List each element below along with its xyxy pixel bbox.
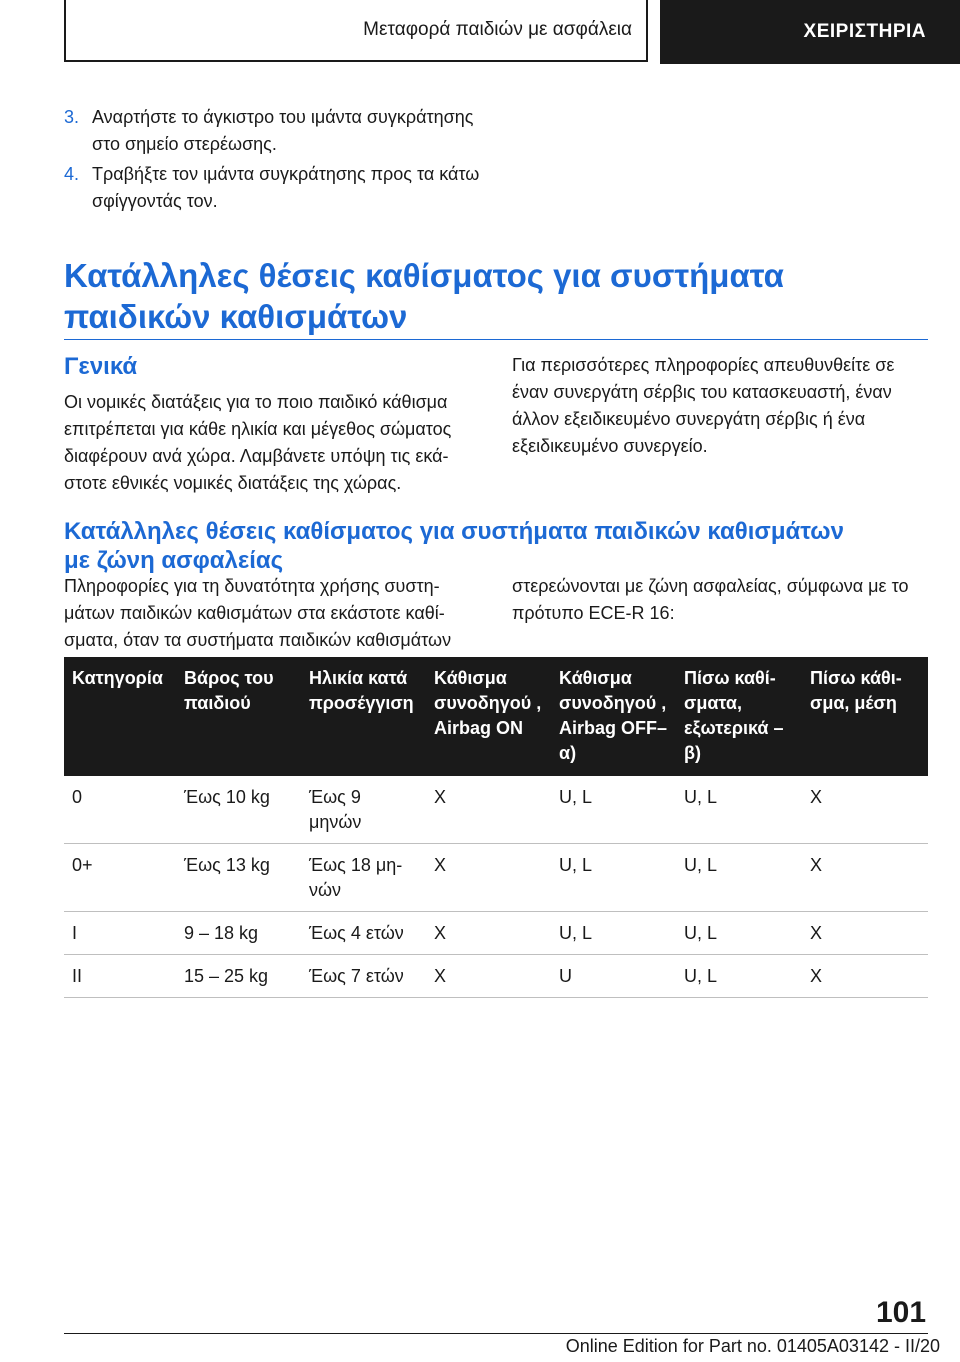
table-cell: X: [802, 776, 928, 844]
col-header-age: Ηλικία κατά προσέγγιση: [301, 657, 426, 776]
table-cell: U, L: [551, 912, 676, 955]
table-cell: II: [64, 955, 176, 998]
header-section: [660, 0, 960, 64]
table-cell: 9 – 18 kg: [176, 912, 301, 955]
table-cell: X: [426, 912, 551, 955]
table-cell: X: [426, 776, 551, 844]
col-header-rear-middle: Πίσω κάθισμα, μέση: [802, 657, 928, 776]
table-row: [64, 955, 928, 998]
general-right-paragraph: Για περισσότερες πληροφορίες απευθυνθείτε σε έναν συνεργάτη σέρβις του κατασκευαστή, έναν άλλον εξειδικευμένο συνεργάτη σέρβις ή ένα εξειδικευμένο συνεργείο.: [512, 355, 895, 456]
header-section-label: ΧΕΙΡΙΣΤΗΡΙΑ: [803, 21, 926, 42]
table-cell: U, L: [676, 955, 802, 998]
footer-edition: Online Edition for Part no. 01405A03142 - II/20: [565, 1336, 940, 1356]
table-cell: U, L: [676, 912, 802, 955]
general-left-paragraph: Οι νομικές διατάξεις για το ποιο παιδικό κάθισμα επιτρέπεται για κάθε ηλικία και μέγεθος σώματος διαφέρουν ανά χώρα. Λαμβάνετε υπόψη τις εκάστοτε εθνικές νομικές διατάξεις της χώρας.: [64, 392, 452, 493]
table-cell: Έως 7 ετών: [301, 955, 426, 998]
step-3: [64, 104, 504, 154]
table-cell: U: [551, 955, 676, 998]
table-cell: Έως 9 μηνών: [301, 776, 426, 844]
table-cell: Έως 4 ετών: [301, 912, 426, 955]
table-cell: U, L: [551, 776, 676, 844]
section-heading: Κατάλληλες θέσεις καθίσματος για συστήματα παιδικών καθισμάτων: [64, 257, 784, 335]
step-text: Τραβήξτε τον ιμάντα συγκράτησης προς τα κάτω σφίγγοντάς τον.: [92, 164, 480, 211]
step-number: 4.: [64, 164, 80, 184]
seat-suitability-table: [64, 657, 928, 998]
table-cell: 0+: [64, 844, 176, 912]
table-cell: U, L: [676, 776, 802, 844]
col-header-category: Κατηγορία: [64, 657, 176, 776]
table-row: [64, 776, 928, 844]
col-header-weight: Βάρος του παιδιού: [176, 657, 301, 776]
header-chapter-label: Μεταφορά παιδιών με ασφάλεια: [363, 19, 632, 40]
header-chapter: [64, 0, 648, 62]
table-cell: Έως 10 kg: [176, 776, 301, 844]
footer-divider: [64, 1333, 928, 1334]
step-number: 3.: [64, 107, 80, 127]
table-cell: X: [426, 955, 551, 998]
table-cell: I: [64, 912, 176, 955]
step-text: Αναρτήστε το άγκιστρο του ιμάντα συγκράτησης στο σημείο στερέωσης.: [92, 107, 474, 154]
belt-left-paragraph: Πληροφορίες για τη δυνατότητα χρήσης συστημάτων παιδικών καθισμάτων στα εκάστοτε καθίσματα, όταν τα συστήματα παιδικών καθισμάτων: [64, 576, 452, 650]
col-header-passenger-airbag-on: Κάθισμα συνοδηγού , Airbag ON: [426, 657, 551, 776]
table-row: [64, 844, 928, 912]
belt-section-heading: Κατάλληλες θέσεις καθίσματος για συστήματα παιδικών καθισμάτων με ζώνη ασφαλείας: [64, 518, 844, 574]
table-cell: Έως 18 μηνών: [301, 844, 426, 912]
table-cell: X: [426, 844, 551, 912]
table-cell: X: [802, 844, 928, 912]
general-heading: Γενικά: [64, 353, 138, 380]
table-row: [64, 912, 928, 955]
belt-right-paragraph: στερεώνονται με ζώνη ασφαλείας, σύμφωνα με το πρότυπο ECE-R 16:: [512, 576, 909, 623]
table-cell: X: [802, 912, 928, 955]
heading-divider: [64, 339, 928, 340]
step-4: [64, 161, 504, 211]
page-number: 101: [876, 1296, 927, 1329]
table-header-row: [64, 657, 928, 776]
col-header-rear-outer: Πίσω καθίσματα, εξωτερικά – β): [676, 657, 802, 776]
table-cell: X: [802, 955, 928, 998]
table-cell: Έως 13 kg: [176, 844, 301, 912]
table-cell: 15 – 25 kg: [176, 955, 301, 998]
col-header-passenger-airbag-off: Κάθισμα συνοδηγού , Airbag OFF– α): [551, 657, 676, 776]
table-cell: 0: [64, 776, 176, 844]
table-cell: U, L: [676, 844, 802, 912]
table-cell: U, L: [551, 844, 676, 912]
